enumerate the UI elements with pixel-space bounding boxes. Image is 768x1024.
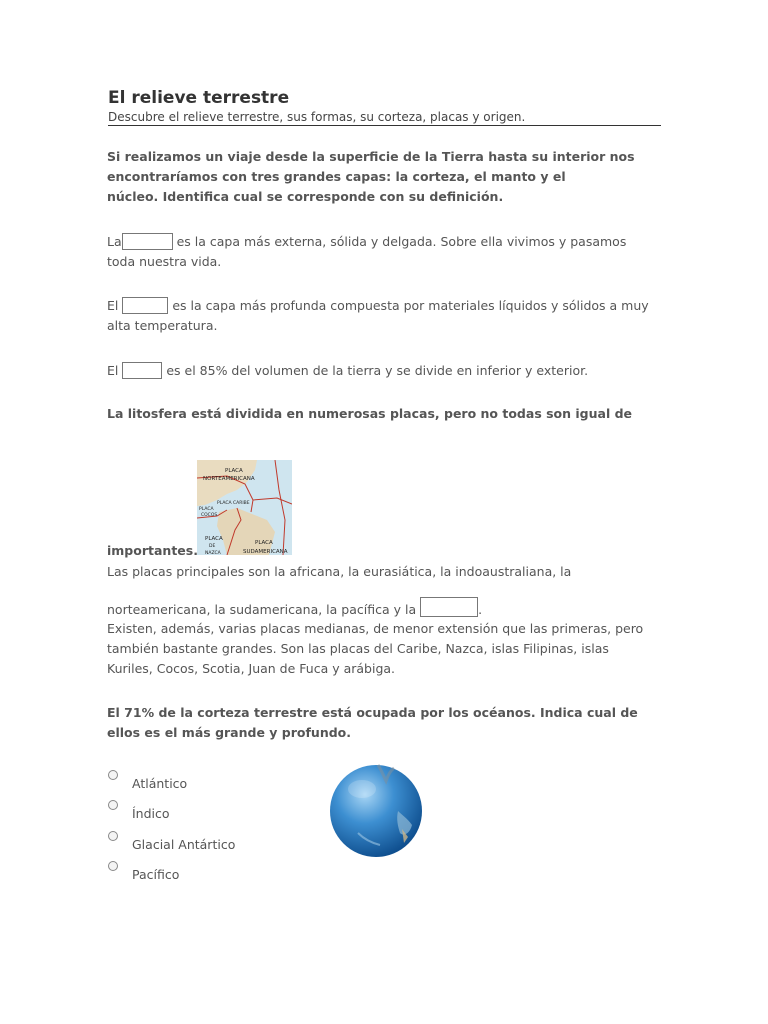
q1-item-prefix: El (107, 298, 119, 313)
map-label: SUDAMERICANA (243, 549, 288, 555)
q2-heading: La litosfera está dividida en numerosas placas, pero no todas son igual de (107, 406, 633, 421)
q1-item-prefix: La (107, 234, 122, 249)
blank-input-2[interactable] (122, 297, 168, 314)
q2-line2 (107, 597, 667, 620)
option-label: Atlántico (132, 776, 188, 791)
globe-image (328, 763, 424, 859)
map-label: NAZCA (205, 551, 221, 555)
q1-item-text-line2: alta temperatura. (107, 318, 218, 333)
map-label: PLACA (199, 507, 214, 512)
map-label: COCOS (201, 513, 218, 518)
map-label: PLACA (255, 540, 273, 546)
blank-input-1[interactable] (122, 233, 173, 250)
q1-intro-line: núcleo. Identifica cual se corresponde con su definición. (107, 189, 504, 204)
option-label: Índico (132, 806, 170, 821)
q1-intro-line: Si realizamos un viaje desde la superficie de la Tierra hasta su interior nos (107, 149, 635, 164)
q2-line2-end: . (478, 602, 483, 617)
q2-paragraph-line: Kuriles, Cocos, Scotia, Juan de Fuca y arábiga. (107, 661, 396, 676)
q1-intro (107, 147, 667, 207)
radio-button[interactable] (108, 861, 118, 871)
q3-heading-line: ellos es el más grande y profundo. (107, 725, 352, 740)
map-label: NORTEAMERICANA (203, 476, 255, 482)
q1-item-text: es la capa más externa, sólida y delgada. Sobre ella vivimos y pasamos (176, 234, 627, 249)
option-label: Pacífico (132, 867, 180, 882)
option-label: Glacial Antártico (132, 837, 236, 852)
blank-input-4[interactable] (420, 597, 478, 617)
map-label: DE (209, 544, 216, 549)
page-title: El relieve terrestre (108, 88, 290, 108)
page-subtitle: Descubre el relieve terrestre, sus formas, su corteza, placas y origen. (108, 110, 661, 126)
radio-button[interactable] (108, 800, 118, 810)
q2-paragraph (107, 619, 687, 679)
tectonic-plates-map (197, 460, 292, 555)
radio-button[interactable] (108, 831, 118, 841)
q2-heading-end: importantes. (107, 543, 198, 558)
q1-item-manto (107, 361, 667, 381)
radio-button[interactable] (108, 770, 118, 780)
q3-heading-line: El 71% de la corteza terrestre está ocupada por los océanos. Indica cual de (107, 705, 638, 720)
q2-paragraph-line: también bastante grandes. Son las placas del Caribe, Nazca, islas Filipinas, islas (107, 641, 609, 656)
map-label: PLACA (205, 536, 223, 542)
q1-item-text-line2: toda nuestra vida. (107, 254, 222, 269)
q1-item-text: es el 85% del volumen de la tierra y se divide en inferior y exterior. (166, 363, 589, 378)
q3-heading (107, 703, 667, 743)
map-label: PLACA (225, 468, 243, 474)
q2-line2-text: norteamericana, la sudamericana, la pacífica y la (107, 602, 417, 617)
q2-paragraph-line: Existen, además, varias placas medianas, de menor extensión que las primeras, pero (107, 621, 644, 636)
q1-item-nucleo (107, 296, 667, 336)
q1-item-corteza (107, 232, 667, 272)
map-label: PLACA CARIBE (217, 501, 250, 506)
q1-item-prefix: El (107, 363, 119, 378)
globe-icon (328, 763, 424, 859)
plates-map-icon (197, 460, 292, 555)
blank-input-3[interactable] (122, 362, 162, 379)
q1-item-text: es la capa más profunda compuesta por materiales líquidos y sólidos a muy (172, 298, 649, 313)
q2-line1: Las placas principales son la africana, la eurasiática, la indoaustraliana, la (107, 564, 572, 579)
q1-intro-line: encontraríamos con tres grandes capas: la corteza, el manto y el (107, 169, 566, 184)
